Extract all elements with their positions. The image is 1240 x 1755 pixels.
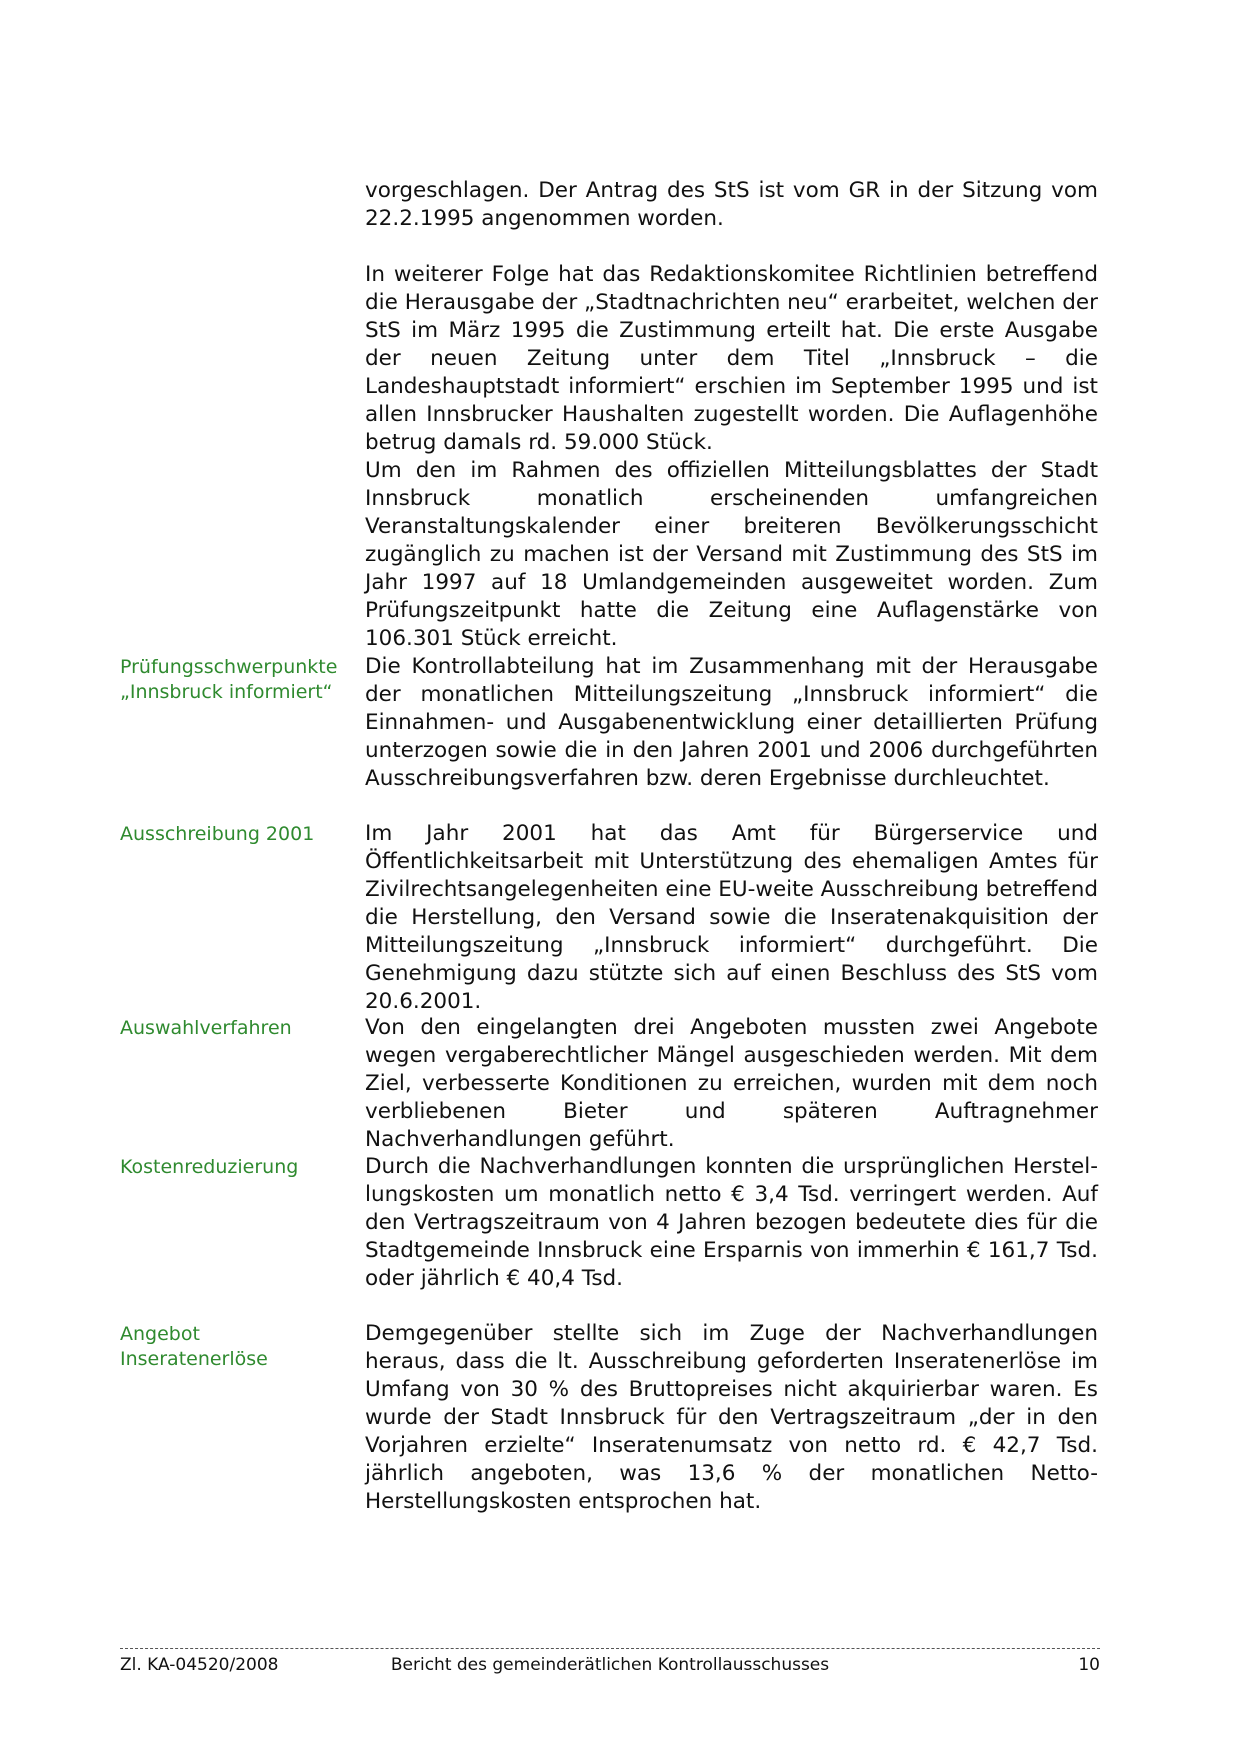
paragraph-5: Im Jahr 2001 hat das Amt für Bürgerservice und Öffentlichkeitsarbeit mit Unterstützung des ehemaligen Amtes für Zivilrechtsangelegenheiten eine EU-weite Ausschreibung betreffend die Herstellung, den Versand sowie die Inseratenakquisition der Mitteilungszeitung „Innsbruck informiert“ durchgeführt. Die Genehmigung dazu stützte sich auf einen Beschluss des StS vom 20.6.2001. — [365, 821, 1098, 1014]
page-number: 10 — [1078, 1655, 1100, 1675]
paragraph-7: Durch die Nachverhandlungen konnten die ursprünglichen Herstellungskosten um monatlich netto € 3,4 Tsd. verringert werden. Auf den Vertragszeitraum von 4 Jahren bezogen bedeutete dies für die Stadtgemeinde Innsbruck eine Ersparnis von immerhin € 161,7 Tsd. oder jährlich € 40,4 Tsd. — [365, 1154, 1098, 1291]
margin-note-pruefungsschwerpunkte — [120, 655, 350, 705]
margin-note-ausschreibung: Ausschreibung 2001 — [120, 823, 315, 845]
footer-reference: Zl. KA-04520/2008 — [120, 1655, 279, 1675]
paragraph-2: In weiterer Folge hat das Redaktionskomitee Richtlinien betreffend die Herausgabe der „Stadtnachrichten neu“ erarbeitet, welchen der StS im März 1995 die Zustimmung erteilt hat. Die erste Ausgabe der neuen Zeitung unter dem Titel „Innsbruck – die Landeshauptstadt informiert“ erschien im September 1995 und ist allen Innsbrucker Haushalten zugestellt worden. Die Auflagenhöhe betrug damals rd. 59.000 Stück. — [365, 262, 1098, 455]
margin-note-kostenreduzierung: Kostenreduzierung — [120, 1156, 299, 1178]
footer-divider — [120, 1648, 1100, 1649]
margin-note-angebot-inseratenerloese — [120, 1322, 350, 1372]
margin-note-line: Prüfungsschwerpunkte — [120, 656, 338, 678]
paragraph-3: Um den im Rahmen des offiziellen Mitteilungsblattes der Stadt Innsbruck monatlich erscheinenden umfangreichen Veranstaltungskalender einer breiteren Bevölkerungsschicht zugänglich zu machen ist der Versand mit Zustimmung des StS im Jahr 1997 auf 18 Umlandgemeinden ausgeweitet worden. Zum Prüfungszeitpunkt hatte die Zeitung eine Auflagenstärke von 106.301 Stück erreicht. — [365, 458, 1098, 651]
paragraph-8: Demgegenüber stellte sich im Zuge der Nachverhandlungen heraus, dass die lt. Ausschreibung geforderten Inseratenerlöse im Umfang von 30 % des Bruttopreises nicht akquirierbar waren. Es wurde der Stadt Innsbruck für den Vertragszeitraum „der in den Vorjahren erzielte“ Inseratenumsatz von netto rd. € 42,7 Tsd. jährlich angeboten, was 13,6 % der monatlichen Netto-Herstellungskosten entsprochen hat. — [365, 1321, 1098, 1514]
margin-note-line: „Innsbruck informiert“ — [120, 681, 333, 703]
margin-note-line: Inseratenerlöse — [120, 1348, 268, 1370]
margin-note-auswahlverfahren: Auswahlverfahren — [120, 1017, 292, 1039]
paragraph-1: vorgeschlagen. Der Antrag des StS ist vom GR in der Sitzung vom 22.2.1995 angenommen worden. — [365, 178, 1098, 231]
paragraph-4: Die Kontrollabteilung hat im Zusammenhang mit der Herausgabe der monatlichen Mitteilungszeitung „Innsbruck informiert“ die Einnahmen- und Ausgabenentwicklung einer detaillierten Prüfung unterzogen sowie die in den Jahren 2001 und 2006 durchgeführten Ausschreibungsverfahren bzw. deren Ergebnisse durchleuchtet. — [365, 654, 1098, 791]
paragraph-6: Von den eingelangten drei Angeboten mussten zwei Angebote wegen vergaberechtlicher Mängel ausgeschieden werden. Mit dem Ziel, verbesserte Konditionen zu erreichen, wurden mit dem noch verbliebenen Bieter und späteren Auftragnehmer Nachverhandlungen geführt. — [365, 1015, 1098, 1152]
footer-title: Bericht des gemeinderätlichen Kontrollausschusses — [390, 1655, 830, 1675]
margin-note-line: Angebot — [120, 1323, 200, 1345]
